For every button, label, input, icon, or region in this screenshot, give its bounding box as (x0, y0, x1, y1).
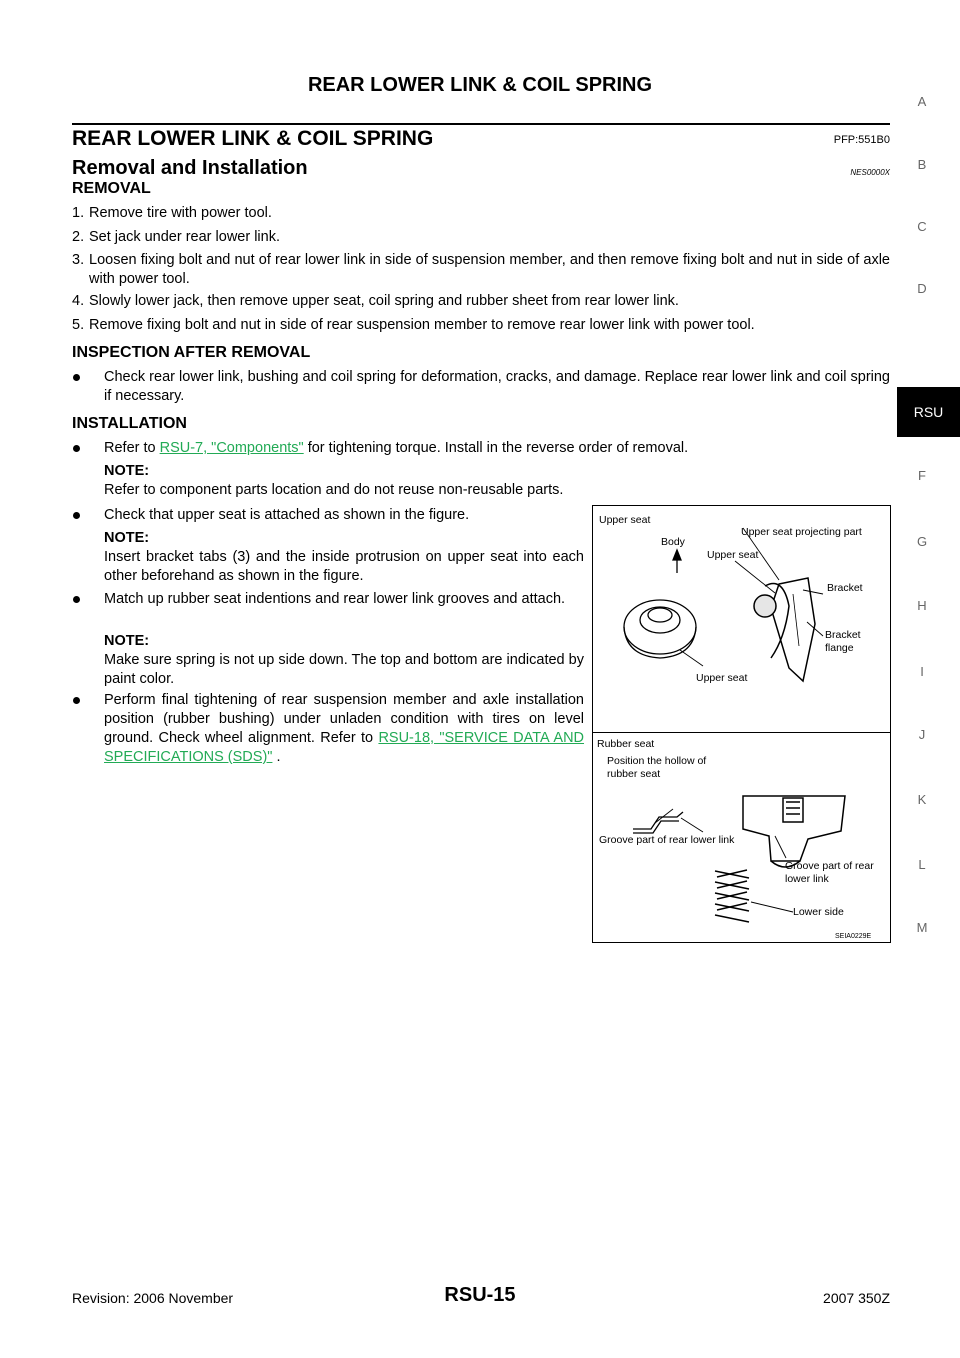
side-tab-f[interactable]: F (918, 468, 926, 483)
section-title: Removal and Installation (72, 157, 308, 179)
link-rsu-18-sds[interactable]: RSU-18, "SERVICE DATA AND SPECIFICATIONS (SDS)" (104, 730, 585, 765)
bullet-dot (73, 697, 80, 704)
label-lower-side: Lower side (793, 906, 844, 918)
label-bracket-flange: Bracket (825, 629, 861, 641)
side-tab-j[interactable]: J (918, 727, 926, 742)
note-text: Refer to component parts location and do not reuse non-reusable parts. (104, 482, 564, 498)
bullet-dot (73, 374, 80, 381)
bullet-text: Match up rubber seat indentions and rear lower link grooves and attach. (104, 591, 566, 607)
step-text: Remove fixing bolt and nut in side of rear suspension member to remove rear lower link with power tool. (89, 317, 755, 333)
removal-step-2 (72, 228, 890, 247)
label-upper-seat-title: Upper seat (599, 514, 651, 526)
label-body: Body (661, 536, 685, 548)
label-upper-seat-projecting-part: Upper seat projecting part (741, 526, 862, 538)
section-code: NES0000X (850, 168, 890, 177)
figure-illustration (593, 506, 890, 942)
step-number: 3. (72, 252, 85, 268)
bullet-text: Refer to (104, 440, 160, 456)
bullet-dot (73, 445, 80, 452)
rear-lower-link-section-drawing (743, 796, 845, 867)
side-tab-g[interactable]: G (916, 534, 928, 549)
step-text: Set jack under rear lower link. (89, 229, 280, 245)
note-text: Make sure spring is not up side down. The top and bottom are indicated by paint color. (104, 652, 584, 687)
removal-heading: REMOVAL (72, 180, 151, 197)
side-tab-d[interactable]: D (917, 281, 927, 296)
rubber-seat-profile-drawing (633, 812, 683, 833)
installation-bullet-3 (72, 590, 584, 609)
note-label: NOTE: (104, 633, 150, 649)
upper-seat-ring-drawing (624, 600, 696, 658)
title-rule (72, 123, 890, 125)
label-position-hollow: rubber seat (607, 768, 661, 780)
label-rubber-seat-title: Rubber seat (597, 738, 655, 750)
step-text: Remove tire with power tool. (89, 205, 272, 221)
side-tab-i[interactable]: I (920, 664, 924, 679)
installation-note-1 (72, 462, 890, 500)
removal-step-1 (72, 204, 890, 223)
label-bracket: Bracket (827, 582, 863, 594)
label-groove-part-of-rear: Groove part of rear (785, 860, 874, 872)
coil-spring-drawing (715, 870, 749, 922)
figure-divider (593, 732, 890, 733)
label-bracket-flange: flange (825, 642, 854, 654)
footer-revision: Revision: 2006 November (72, 1290, 234, 1306)
bullet-text: for tightening torque. Install in the reverse order of removal. (303, 440, 689, 456)
installation-heading: INSTALLATION (72, 415, 187, 432)
removal-step-5 (72, 316, 890, 335)
step-text: Loosen fixing bolt and nut of rear lower link in side of suspension member, and then remove fixing bolt and nut in side of axle with power tool. (89, 252, 890, 287)
label-upper-seat: Upper seat (707, 549, 759, 561)
label-groove-part-rear-lower-link: Groove part of rear lower link (599, 834, 735, 846)
side-tab-k[interactable]: K (917, 792, 927, 807)
note-text: Insert bracket tabs (3) and the inside protrusion on upper seat into each other beforehand as shown in the figure. (104, 549, 584, 584)
side-tab-h[interactable]: H (917, 598, 927, 613)
step-number: 4. (72, 293, 85, 309)
removal-step-3 (72, 251, 890, 289)
footer-page-number: RSU-15 (444, 1284, 516, 1306)
link-rsu-7-components[interactable]: RSU-7, "Components" (159, 440, 304, 456)
step-number: 2. (72, 229, 85, 245)
installation-note-2 (72, 529, 584, 586)
bullet-text: Check that upper seat is attached as shown in the figure. (104, 507, 470, 523)
side-tab-m[interactable]: M (916, 920, 928, 935)
inspection-bullet (72, 368, 890, 406)
bracket-section-drawing (754, 578, 815, 681)
side-tab-a[interactable]: A (917, 94, 927, 109)
label-groove-part-of-rear: lower link (785, 873, 829, 885)
inspection-heading: INSPECTION AFTER REMOVAL (72, 344, 311, 361)
side-tab-c[interactable]: C (917, 219, 927, 234)
removal-step-4 (72, 292, 890, 311)
side-tab-rsu-active[interactable]: RSU (897, 387, 960, 437)
page-title: REAR LOWER LINK & COIL SPRING (72, 127, 434, 150)
side-tab-l[interactable]: L (918, 857, 926, 872)
step-number: 5. (72, 317, 85, 333)
step-text: Slowly lower jack, then remove upper seat, coil spring and rubber sheet from rear lower link. (89, 293, 679, 309)
bullet-dot (73, 512, 80, 519)
footer-model: 2007 350Z (823, 1290, 890, 1306)
note-label: NOTE: (104, 530, 150, 546)
figure-code: SEIA0229E (835, 933, 872, 940)
installation-bullet-4 (72, 691, 584, 767)
label-position-hollow: Position the hollow of (607, 755, 707, 767)
installation-note-3 (72, 632, 584, 689)
note-label: NOTE: (104, 463, 150, 479)
bullet-text: . (272, 749, 281, 765)
running-header: REAR LOWER LINK & COIL SPRING (307, 74, 653, 96)
figure-upper-seat-rubber-seat (592, 505, 891, 943)
part-code: PFP:551B0 (833, 134, 890, 146)
body-arrow (673, 550, 681, 573)
side-tab-b[interactable]: B (917, 157, 927, 172)
bullet-text: Perform final tightening of rear suspension member and axle installation position (rubber bushing) under unladen condition with tires on level ground. Check wheel alignment. Refer to (104, 692, 584, 746)
label-upper-seat-bottom: Upper seat (696, 672, 748, 684)
step-number: 1. (72, 205, 85, 221)
bullet-text: Check rear lower link, bushing and coil spring for deformation, cracks, and damage. Replace rear lower link and coil spring if necessary. (104, 369, 890, 404)
installation-bullet-2 (72, 506, 584, 525)
installation-bullet-1 (72, 439, 890, 458)
bullet-dot (73, 596, 80, 603)
